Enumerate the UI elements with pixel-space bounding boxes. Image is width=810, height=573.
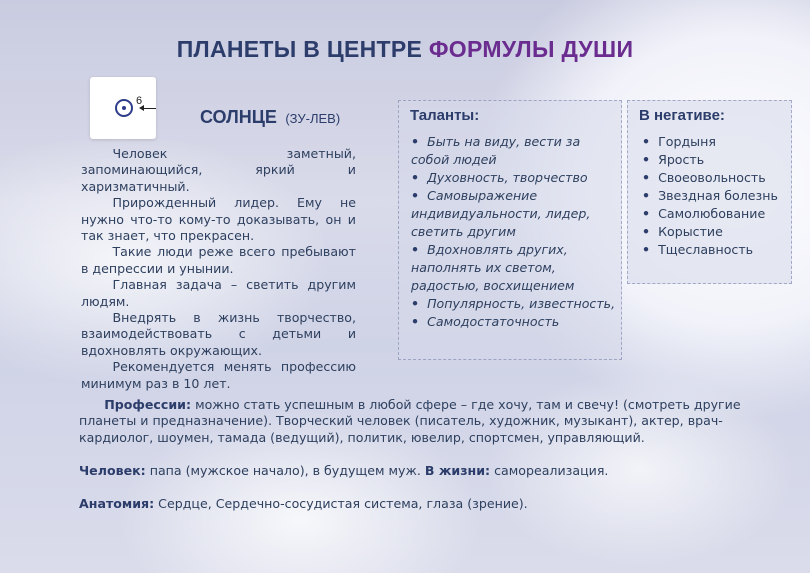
list-item: • Своеовольность — [642, 170, 766, 185]
list-item: • Вдохновлять других, наполнять их светом, радостью, восхищением — [411, 242, 575, 293]
title-part1: ПЛАНЕТЫ В ЦЕНТРЕ — [176, 36, 423, 62]
list-item: • Самодостаточность — [411, 314, 560, 329]
planet-description — [81, 146, 356, 392]
arrow-left-icon — [142, 108, 156, 109]
title-part2: ФОРМУЛЫ ДУШИ — [428, 36, 634, 62]
list-item: • Самолюбование — [642, 206, 766, 221]
list-item: • Духовность, творчество — [411, 170, 588, 185]
list-item: • Ярость — [642, 152, 705, 167]
bullet-icon: • — [642, 242, 651, 257]
bullet-icon: • — [642, 170, 651, 185]
page-title — [0, 36, 810, 63]
anatomy-label: Анатомия: — [79, 496, 155, 511]
person-label: Человек: — [79, 463, 146, 478]
bullet-icon: • — [642, 206, 651, 221]
negative-heading: В негативе: — [639, 107, 725, 124]
negative-list — [642, 133, 788, 259]
life-text: самореализация. — [494, 463, 609, 478]
list-item: • Тщеславность — [642, 242, 754, 257]
list-item: • Звездная болезнь — [642, 188, 778, 203]
list-item: • Самовыражение индивидуальности, лидер, светить другим — [411, 188, 591, 239]
sun-symbol-card — [90, 77, 156, 139]
sun-symbol-icon — [115, 99, 133, 117]
position-number: 6 — [136, 95, 143, 107]
talents-panel — [398, 100, 622, 360]
professions-label: Профессии: — [104, 397, 192, 412]
person-block — [79, 463, 769, 479]
list-item: • Корыстие — [642, 224, 723, 239]
bullet-icon: • — [411, 242, 420, 257]
person-text: папа (мужское начало), в будущем муж. — [149, 463, 421, 478]
life-label: В жизни: — [424, 463, 491, 478]
bullet-icon: • — [642, 188, 651, 203]
planet-name: СОЛНЦЕ — [200, 107, 277, 127]
talents-heading: Таланты: — [410, 107, 480, 124]
anatomy-text: Сердце, Сердечно-сосудистая система, глаза (зрение). — [158, 496, 528, 511]
description-paragraph: Прирожденный лидер. Ему не нужно что-то кому-то доказывать, он и так знает, что прекрасен. — [81, 195, 356, 244]
bullet-icon: • — [411, 170, 420, 185]
bullet-icon: • — [411, 314, 420, 329]
planet-sign: (ЗУ-ЛЕВ) — [285, 111, 341, 126]
bullet-icon: • — [642, 152, 651, 167]
negative-panel — [627, 100, 792, 284]
description-paragraph: Внедрять в жизнь творчество, взаимодействовать с детьми и вдохновлять окружающих. — [81, 310, 356, 358]
list-item: • Гордыня — [642, 134, 716, 149]
description-paragraph: Рекомендуется менять профессию минимум раз в 10 лет. — [81, 359, 356, 391]
planet-heading — [200, 107, 340, 128]
professions-text: можно стать успешным в любой сфере – где хочу, там и свечу! (смотреть другие планеты и предназначение). Творческий человек (писатель, художник, музыкант), актер, врач-кардиолог, шоумен, тамада (ведущий), политик, ювелир, спортсмен, управляющий. — [79, 397, 741, 445]
description-paragraph: Человек заметный, запоминающийся, яркий и харизматичный. — [81, 146, 356, 194]
bullet-icon: • — [642, 134, 651, 149]
list-item: • Популярность, известность, — [411, 296, 616, 311]
professions-block — [79, 397, 769, 446]
talents-list — [411, 133, 616, 331]
anatomy-block — [79, 496, 769, 512]
bullet-icon: • — [411, 188, 420, 203]
list-item: • Быть на виду, вести за собой людей — [411, 134, 581, 167]
description-paragraph: Такие люди реже всего пребывают в депрессии и унынии. — [81, 244, 356, 276]
bullet-icon: • — [642, 224, 651, 239]
bullet-icon: • — [411, 296, 420, 311]
description-paragraph: Главная задача – светить другим людям. — [81, 277, 356, 309]
bullet-icon: • — [411, 134, 420, 149]
